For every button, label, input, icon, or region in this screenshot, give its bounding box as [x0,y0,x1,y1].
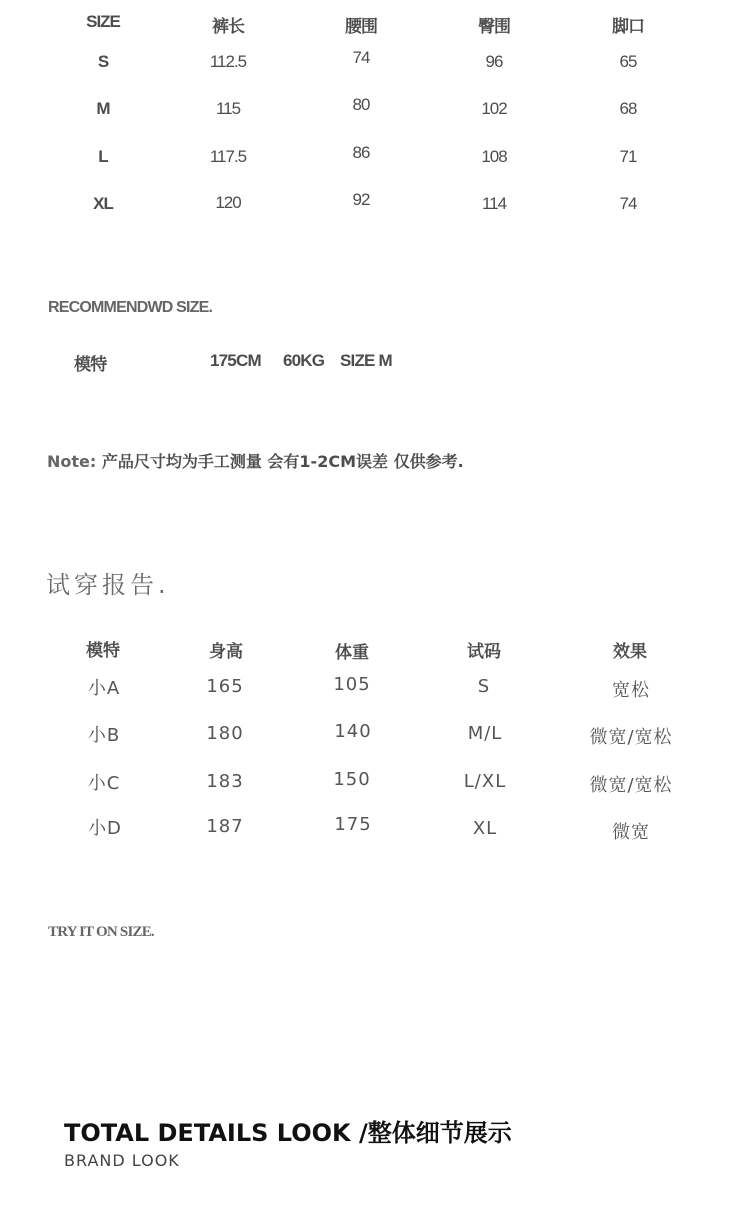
model-size: SIZE M [340,351,392,370]
hem-value: 71 [619,147,637,166]
model-name: 小B [87,725,121,746]
hem-value: 74 [619,194,637,213]
weight-value: 105 [333,674,371,695]
header-hip: 臀围 [478,17,510,36]
header-hem: 脚口 [612,17,644,36]
height-value: 180 [206,723,244,744]
hem-value: 65 [619,52,637,71]
tryon-report-title: 试穿报告. [46,571,170,599]
weight-value: 150 [333,769,371,790]
model-label: 模特 [74,355,107,374]
size-label: L [98,147,108,166]
length-value: 120 [215,193,241,212]
hip-value: 114 [481,194,507,213]
tried-size-value: L/XL [463,771,507,792]
waist-value: 86 [352,143,370,162]
model-name: 小C [87,773,121,794]
note-text: 产品尺寸均为手工测量 会有1-2CM误差 仅供参考. [96,452,464,471]
hip-value: 96 [485,52,503,71]
waist-value: 92 [352,190,370,209]
header-model: 模特 [86,641,120,661]
effect-value: 宽松 [612,680,650,701]
waist-value: 74 [352,48,370,67]
length-value: 112.5 [209,52,247,71]
recommended-size-title: RECOMMENDWD SIZE. [48,299,213,316]
weight-value: 175 [334,814,372,835]
header-waist: 腰围 [345,17,377,36]
hem-value: 68 [619,99,637,118]
effect-value: 微宽/宽松 [589,775,673,796]
header-weight: 体重 [335,643,369,663]
model-name: 小D [88,818,122,839]
header-tried-size: 试码 [467,642,501,662]
header-effect: 效果 [613,642,647,662]
height-value: 183 [206,771,244,792]
waist-value: 80 [352,95,370,114]
model-weight: 60KG [283,351,325,370]
brand-look-subtitle: BRAND LOOK [64,1151,180,1170]
size-label: M [96,99,110,118]
weight-value: 140 [334,721,372,742]
tried-size-value: S [477,676,491,697]
tried-size-value: M/L [467,723,503,744]
details-title: TOTAL DETAILS LOOK /整体细节展示 [64,1119,512,1147]
measurement-note [47,449,464,472]
note-label: Note: [47,452,97,471]
header-height: 身高 [209,642,243,662]
tryon-subtitle: TRY IT ON SIZE. [48,924,154,940]
height-value: 187 [206,816,244,837]
effect-value: 微宽/宽松 [589,727,673,748]
tried-size-value: XL [472,818,498,839]
height-value: 165 [206,676,244,697]
effect-value: 微宽 [612,822,650,843]
header-size: SIZE [86,12,120,31]
length-value: 117.5 [209,147,247,166]
model-name: 小A [87,678,121,699]
model-height: 175CM [210,351,261,370]
length-value: 115 [215,99,241,118]
hip-value: 108 [481,147,507,166]
size-label: XL [93,194,113,213]
header-length: 裤长 [212,17,244,36]
hip-value: 102 [481,99,507,118]
size-label: S [97,52,109,71]
